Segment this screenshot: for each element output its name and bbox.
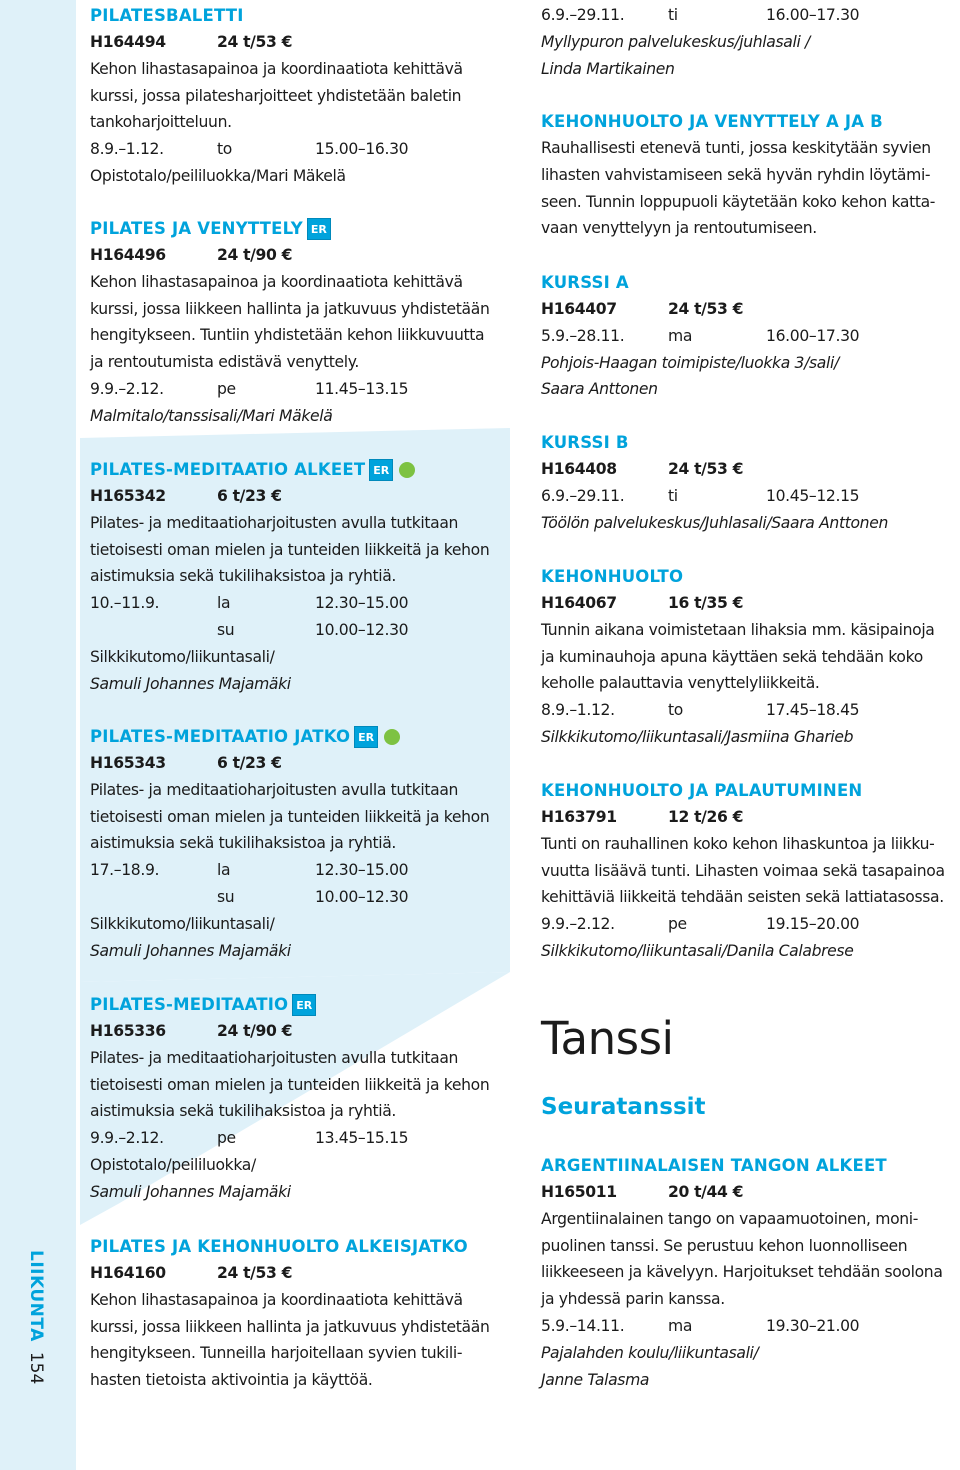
course-code-line <box>541 590 956 617</box>
course-description: Rauhallisesti etenevä tunti, jossa keskitytään syvien <box>541 139 931 157</box>
green-dot-icon <box>399 462 415 478</box>
course-title: KEHONHUOLTO JA VENYTTELY A JA B <box>541 112 883 131</box>
course-title: PILATES JA KEHONHUOLTO ALKEISJATKO <box>90 1237 468 1256</box>
course-code-line <box>90 1260 510 1287</box>
course-location: Samuli Johannes Majamäki <box>90 674 291 693</box>
course-location: Opistotalo/peililuokka/Mari Mäkelä <box>90 166 346 185</box>
course-location: Pajalahden koulu/liikuntasali/ <box>541 1343 759 1362</box>
eri-icon: ER <box>307 218 331 240</box>
course-duration: 12 t/26 € <box>668 808 744 826</box>
course-description: hengitykseen. Tuntiin yhdistetään kehon liikkuvuutta <box>90 326 485 345</box>
course-code-line <box>90 1018 510 1045</box>
course-location: Linda Martikainen <box>541 59 675 78</box>
course-title: KURSSI B <box>541 433 629 452</box>
course-location: Silkkikutomo/liikuntasali/ <box>90 914 275 933</box>
course-code: H165343 <box>90 754 166 772</box>
course-description: keholle palauttavia venyttelyliikkeitä. <box>541 674 820 693</box>
course-location: Malmitalo/tanssisali/Mari Mäkelä <box>90 406 333 425</box>
course-location: Pohjois-Haagan toimipiste/luokka 3/sali/ <box>541 353 839 372</box>
course-description: seen. Tunnin loppupuoli käytetään koko kehon katta- <box>541 192 936 211</box>
course-duration: 24 t/90 € <box>217 1022 293 1040</box>
course-location: Silkkikutomo/liikuntasali/ <box>90 647 275 666</box>
course-duration: 24 t/53 € <box>668 300 744 318</box>
course-duration: 16 t/35 € <box>668 594 744 612</box>
course-continuation <box>541 2 956 82</box>
course-description: ja kuminauhoja apuna käyttäen sekä tehdään koko <box>541 647 923 666</box>
course-duration: 6 t/23 € <box>217 754 282 772</box>
schedule-row: 9.9.–2.12. pe 13.45–15.15 <box>90 1129 409 1148</box>
course-block <box>541 1153 956 1393</box>
green-dot-icon <box>384 729 400 745</box>
section-heading: Tanssi <box>541 1012 674 1065</box>
course-code: H164494 <box>90 33 166 51</box>
course-code: H165336 <box>90 1022 166 1040</box>
course-code-line <box>90 483 510 510</box>
section-label <box>20 1250 54 1400</box>
course-title: PILATES-MEDITAATIO ER <box>90 992 510 1018</box>
course-title: KEHONHUOLTO JA PALAUTUMINEN <box>541 781 863 800</box>
course-description: Argentiinalainen tango on vapaamuotoinen, moni- <box>541 1209 919 1228</box>
course-block <box>541 270 956 403</box>
course-block <box>90 457 510 697</box>
course-code: H164160 <box>90 1264 166 1282</box>
course-block <box>541 430 956 536</box>
section-name: LIIKUNTA <box>26 1250 46 1342</box>
course-title: PILATES JA VENYTTELY ER <box>90 216 510 242</box>
course-title: PILATES-MEDITAATIO ALKEET ER <box>90 457 510 483</box>
schedule-row: su 10.00–12.30 <box>217 620 409 639</box>
course-code: H164067 <box>541 594 617 612</box>
course-title: PILATES-MEDITAATIO JATKO ER <box>90 724 510 750</box>
course-description: aistimuksia sekä tukilihaksistoa ja ryhtiä. <box>90 834 397 853</box>
course-description: ja rentoutumista edistävä venyttely. <box>90 353 360 372</box>
course-description: kehittäviä liikkeitä tehdään seisten sekä lattiatasossa. <box>541 888 944 907</box>
course-block <box>90 724 510 964</box>
course-location: Samuli Johannes Majamäki <box>90 941 291 960</box>
course-description: tietoisesti oman mielen ja tunteiden liikkeitä ja kehon <box>90 540 490 559</box>
schedule-row: 9.9.–2.12. pe 19.15–20.00 <box>541 915 860 934</box>
course-title: KURSSI A <box>541 273 629 292</box>
course-description: liikkeeseen ja kävelyyn. Harjoitukset tehdään soolona <box>541 1263 943 1282</box>
course-block <box>90 216 510 430</box>
course-block <box>541 778 956 965</box>
schedule-row: 17.–18.9. la 12.30–15.00 <box>90 861 409 880</box>
course-code: H164407 <box>541 300 617 318</box>
page-number: 154 <box>26 1351 46 1385</box>
course-description: Pilates- ja meditaatioharjoitusten avulla tutkitaan <box>90 780 459 799</box>
course-block <box>541 109 956 242</box>
course-description: Pilates- ja meditaatioharjoitusten avulla tutkitaan <box>90 1048 459 1067</box>
course-description: puolinen tanssi. Se perustuu kehon luonnolliseen <box>541 1236 908 1255</box>
course-location: Silkkikutomo/liikuntasali/Danila Calabrese <box>541 941 854 960</box>
course-code: H164408 <box>541 460 617 478</box>
schedule-row: 6.9.–29.11. ti 16.00–17.30 <box>541 6 860 24</box>
course-description: vuutta lisäävä tunti. Lihasten voimaa sekä tasapainoa <box>541 861 945 880</box>
course-duration: 24 t/53 € <box>217 1264 293 1282</box>
schedule-row: 5.9.–28.11. ma 16.00–17.30 <box>541 326 860 345</box>
course-block <box>90 1234 510 1394</box>
course-location: Saara Anttonen <box>541 380 658 399</box>
course-description: Tunnin aikana voimistetaan lihaksia mm. käsipainoja <box>541 620 935 639</box>
course-code-line <box>90 29 510 56</box>
course-description: Tunti on rauhallinen koko kehon lihaskuntoa ja liikku- <box>541 834 935 853</box>
course-code-line <box>90 242 510 269</box>
course-location: Samuli Johannes Majamäki <box>90 1182 291 1201</box>
course-location: Myllypuron palvelukeskus/juhlasali / <box>541 32 810 51</box>
course-code-line <box>541 296 956 323</box>
course-code: H164496 <box>90 246 166 264</box>
course-description: vaan venyttelyyn ja rentoutumiseen. <box>541 219 817 238</box>
course-description: kurssi, jossa liikkeen hallinta ja jatkuvuus yhdistetään <box>90 1317 490 1336</box>
schedule-row: 8.9.–1.12. to 15.00–16.30 <box>90 140 409 159</box>
course-code: H165342 <box>90 487 166 505</box>
course-duration: 24 t/53 € <box>217 33 293 51</box>
eri-icon: ER <box>354 726 378 748</box>
course-description: hasten tietoista aktivointia ja käyttöä. <box>90 1371 373 1390</box>
course-code-line <box>90 750 510 777</box>
course-code-line <box>541 1179 956 1206</box>
course-description: Kehon lihastasapainoa ja koordinaatiota kehittävä <box>90 272 463 291</box>
eri-icon: ER <box>369 459 393 481</box>
course-title: ARGENTIINALAISEN TANGON ALKEET <box>541 1156 887 1175</box>
schedule-row: 9.9.–2.12. pe 11.45–13.15 <box>90 379 409 398</box>
course-duration: 20 t/44 € <box>668 1183 744 1201</box>
course-location: Töölön palvelukeskus/Juhlasali/Saara Anttonen <box>541 513 888 532</box>
course-duration: 6 t/23 € <box>217 487 282 505</box>
course-duration: 24 t/90 € <box>217 246 293 264</box>
course-description: ja yhdessä parin kanssa. <box>541 1290 725 1309</box>
course-duration: 24 t/53 € <box>668 460 744 478</box>
course-description: lihasten vahvistamiseen sekä hyvän ryhdin löytämi- <box>541 165 931 184</box>
course-description: aistimuksia sekä tukilihaksistoa ja ryhtiä. <box>90 567 397 586</box>
course-description: Kehon lihastasapainoa ja koordinaatiota kehittävä <box>90 1290 463 1309</box>
course-location: Janne Talasma <box>541 1370 650 1389</box>
course-block <box>90 992 510 1206</box>
course-location: Opistotalo/peililuokka/ <box>90 1155 256 1174</box>
schedule-row: 5.9.–14.11. ma 19.30–21.00 <box>541 1316 860 1335</box>
schedule-row: 6.9.–29.11. ti 10.45–12.15 <box>541 486 860 505</box>
course-title: KEHONHUOLTO <box>541 567 684 586</box>
course-description: kurssi, jossa pilatesharjoitteet yhdistetään baletin <box>90 86 462 105</box>
course-title: PILATESBALETTI <box>90 6 244 25</box>
course-description: tankoharjoitteluun. <box>90 113 232 132</box>
course-description: aistimuksia sekä tukilihaksistoa ja ryhtiä. <box>90 1102 397 1121</box>
course-block <box>90 3 510 190</box>
course-block <box>541 564 956 751</box>
course-description: Pilates- ja meditaatioharjoitusten avulla tutkitaan <box>90 513 459 532</box>
eri-icon: ER <box>292 994 316 1016</box>
schedule-row: su 10.00–12.30 <box>217 887 409 906</box>
subsection-heading: Seuratanssit <box>541 1094 706 1120</box>
course-description: hengitykseen. Tunneilla harjoitellaan syvien tukili- <box>90 1344 463 1363</box>
course-description: Kehon lihastasapainoa ja koordinaatiota kehittävä <box>90 59 463 78</box>
course-code: H163791 <box>541 808 617 826</box>
course-code: H165011 <box>541 1183 617 1201</box>
course-description: kurssi, jossa liikkeen hallinta ja jatkuvuus yhdistetään <box>90 299 490 318</box>
course-code-line <box>541 456 956 483</box>
course-description: tietoisesti oman mielen ja tunteiden liikkeitä ja kehon <box>90 807 490 826</box>
schedule-row: 8.9.–1.12. to 17.45–18.45 <box>541 701 860 720</box>
course-description: tietoisesti oman mielen ja tunteiden liikkeitä ja kehon <box>90 1075 490 1094</box>
course-location: Silkkikutomo/liikuntasali/Jasmiina Gharieb <box>541 727 854 746</box>
course-code-line <box>541 804 956 831</box>
schedule-row: 10.–11.9. la 12.30–15.00 <box>90 594 409 613</box>
